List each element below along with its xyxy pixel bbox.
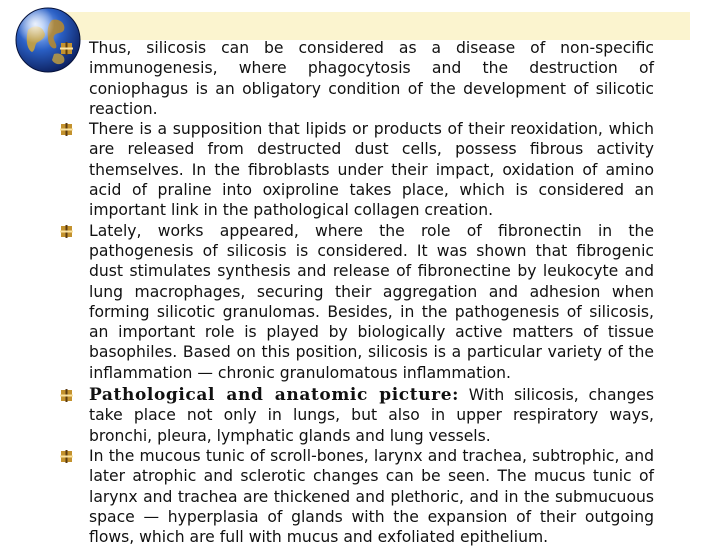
item-text: In the mucous tunic of scroll-bones, larynx and trachea, subtrophic, and later atrophic and sclerotic changes can be seen. The mucus tunic of larynx and trachea are thickened and plethoric, and in the submucuous space — hyperplasia of glands with the expansion of their outgoing flows, which are full with mucus and exfoliated epithelium. <box>89 446 654 547</box>
ornament-bullet-icon <box>60 389 73 402</box>
ornament-bullet-icon <box>60 42 73 55</box>
item-text: Lately, works appeared, where the role of fibronectin in the pathogenesis of silicosis is considered. It was shown that fibrogenic dust stimulates synthesis and release of fibronectine by leukocyte and lung macrophages, securing their aggregation and adhesion when forming silicotic granulomas. Besides, in the pathogenesis of silicosis, an important role is played by biologically active matters of tissue basophiles. Based on this position, silicosis is a particular variety of the inflammation — chronic granulomatous inflammation. <box>89 221 654 382</box>
ornament-bullet-icon <box>60 123 73 136</box>
list-item <box>60 38 654 119</box>
bullet-list <box>60 38 654 547</box>
ornament-bullet-icon <box>60 225 73 238</box>
list-item <box>60 385 654 446</box>
list-item <box>60 446 654 547</box>
list-item <box>60 221 654 383</box>
item-text: With silicosis, changes take place not only in lungs, but also in upper respiratory ways, bronchi, pleura, lymphatic glands and lung vessels. <box>89 386 654 445</box>
item-text: There is a supposition that lipids or products of their reoxidation, which are released from destructed dust cells, possess fibrous activity themselves. In the fibroblasts under their impact, oxidation of amino acid of praline into oxiproline takes place, which is considered an important link in the pathological collagen creation. <box>89 120 654 220</box>
item-text: Thus, silicosis can be considered as a disease of non-specific immunogenesis, where phagocytosis and the destruction of coniophagus is an obligatory condition of the development of silicotic reaction. <box>89 39 654 118</box>
header-band <box>58 12 690 40</box>
list-item <box>60 119 654 220</box>
ornament-bullet-icon <box>60 450 73 463</box>
section-heading: Pathological and anatomic picture: <box>89 385 460 406</box>
